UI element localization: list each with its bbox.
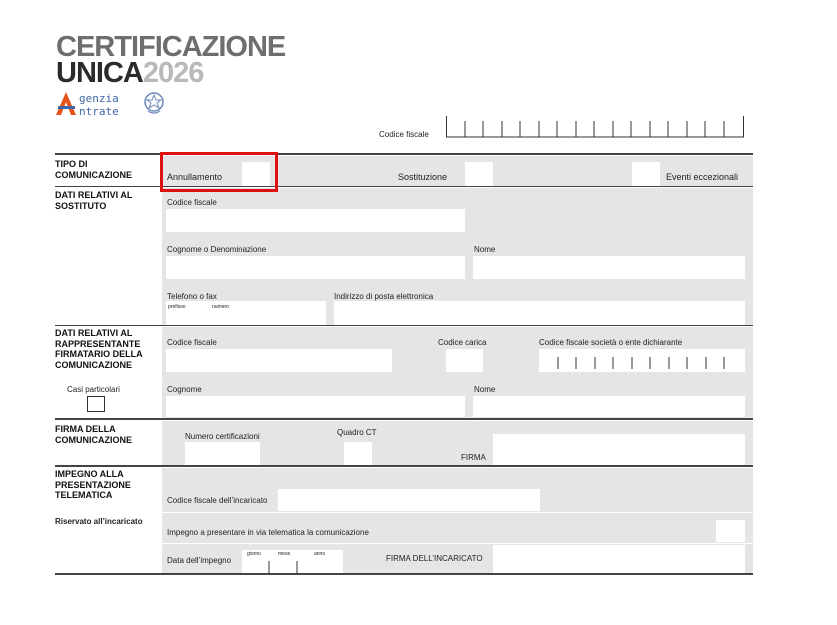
separator xyxy=(55,325,753,326)
giorno-label: giorno xyxy=(247,551,261,557)
anno-label: anno xyxy=(314,551,326,557)
codice-carica-label: Codice carica xyxy=(438,338,487,347)
prefisso-label: prefisso xyxy=(168,304,186,310)
mese-label: mese xyxy=(278,551,291,557)
sostituto-nome-input[interactable] xyxy=(473,256,745,279)
firma-label: FIRMA xyxy=(461,453,486,462)
eventi-checkbox[interactable] xyxy=(632,162,660,186)
numero-label: numero xyxy=(212,304,229,310)
firma-input[interactable] xyxy=(493,434,745,465)
sostituto-cf-label: Codice fiscale xyxy=(167,198,217,207)
title-unica xyxy=(56,57,204,89)
sostituto-cognome-label: Cognome o Denominazione xyxy=(167,245,267,254)
quadro-ct-label: Quadro CT xyxy=(337,428,377,437)
casi-label: Casi particolari xyxy=(67,385,120,394)
quadro-ct-checkbox[interactable] xyxy=(344,442,372,465)
title-year: 2026 xyxy=(142,57,204,89)
rapp-cognome-label: Cognome xyxy=(167,385,202,394)
impegno-title: IMPEGNO ALLA PRESENTAZIONE TELEMATICA xyxy=(55,469,131,500)
agenzia-entrate-logo xyxy=(55,91,170,121)
email-label: Indirizzo di posta elettronica xyxy=(334,292,434,301)
entrate-text: ntrate xyxy=(79,105,119,118)
title-certificazione: CERTIFICAZIONE xyxy=(56,31,286,63)
impegno-divider-2 xyxy=(162,543,753,544)
sostituto-title: DATI RELATIVI AL SOSTITUTO xyxy=(55,190,133,211)
numero-cert-input[interactable] xyxy=(185,442,260,465)
sostituzione-label: Sostituzione xyxy=(398,172,448,182)
annullamento-label: Annullamento xyxy=(167,172,223,182)
telefono-label: Telefono o fax xyxy=(167,292,217,301)
sostituto-cf-input[interactable] xyxy=(166,209,465,232)
riservato-label: Riservato all’incaricato xyxy=(55,517,143,526)
title-unica-word: UNICA xyxy=(56,57,143,89)
sostituto-nome-label: Nome xyxy=(474,245,496,254)
header-cf-boxes xyxy=(446,116,744,138)
agenzia-a-icon xyxy=(55,91,77,117)
email-input[interactable] xyxy=(334,301,745,325)
cf-societa-input[interactable] xyxy=(539,349,745,372)
tipo-title: TIPO DI COMUNICAZIONE xyxy=(55,159,132,180)
numero-cert-label: Numero certificazioni xyxy=(185,432,260,441)
separator xyxy=(55,418,753,420)
sostituzione-checkbox[interactable] xyxy=(465,162,493,186)
codice-carica-input[interactable] xyxy=(446,349,483,372)
firma-incaricato-input[interactable] xyxy=(493,545,745,573)
rapp-cf-input[interactable] xyxy=(166,349,392,372)
header-codice-fiscale-field[interactable] xyxy=(446,116,744,138)
rapp-nome-input[interactable] xyxy=(473,396,745,417)
agenzia-text: genzia xyxy=(79,92,119,105)
annullamento-highlight xyxy=(160,152,278,192)
cf-societa-label: Codice fiscale società o ente dichiarante xyxy=(539,338,683,347)
separator xyxy=(55,573,753,575)
rapp-cognome-input[interactable] xyxy=(166,396,465,417)
casi-checkbox[interactable] xyxy=(87,396,105,412)
header-codice-fiscale-label: Codice fiscale xyxy=(379,130,429,139)
cf-societa-ticks xyxy=(539,349,745,372)
impegno-divider xyxy=(162,512,753,513)
emblem-icon xyxy=(144,91,164,115)
impegno-checkbox[interactable] xyxy=(716,520,745,542)
impegno-text: Impegno a presentare in via telematica la comunicazione xyxy=(167,528,369,537)
rapp-cf-label: Codice fiscale xyxy=(167,338,217,347)
firma-incaricato-label: FIRMA DELL’INCARICATO xyxy=(386,554,483,563)
rapp-nome-label: Nome xyxy=(474,385,496,394)
telefono-input[interactable] xyxy=(166,301,326,325)
sostituto-cognome-input[interactable] xyxy=(166,256,465,279)
separator xyxy=(55,465,753,467)
data-impegno-label: Data dell’impegno xyxy=(167,556,232,565)
rappresentante-title: DATI RELATIVI AL RAPPRESENTANTE FIRMATARIO DELLA COMUNICAZIONE xyxy=(55,328,143,370)
firma-title: FIRMA DELLA COMUNICAZIONE xyxy=(55,424,132,445)
eventi-label: Eventi eccezionali xyxy=(666,172,739,182)
cf-incaricato-input[interactable] xyxy=(278,489,540,511)
cf-incaricato-label: Codice fiscale dell’incaricato xyxy=(167,496,268,505)
